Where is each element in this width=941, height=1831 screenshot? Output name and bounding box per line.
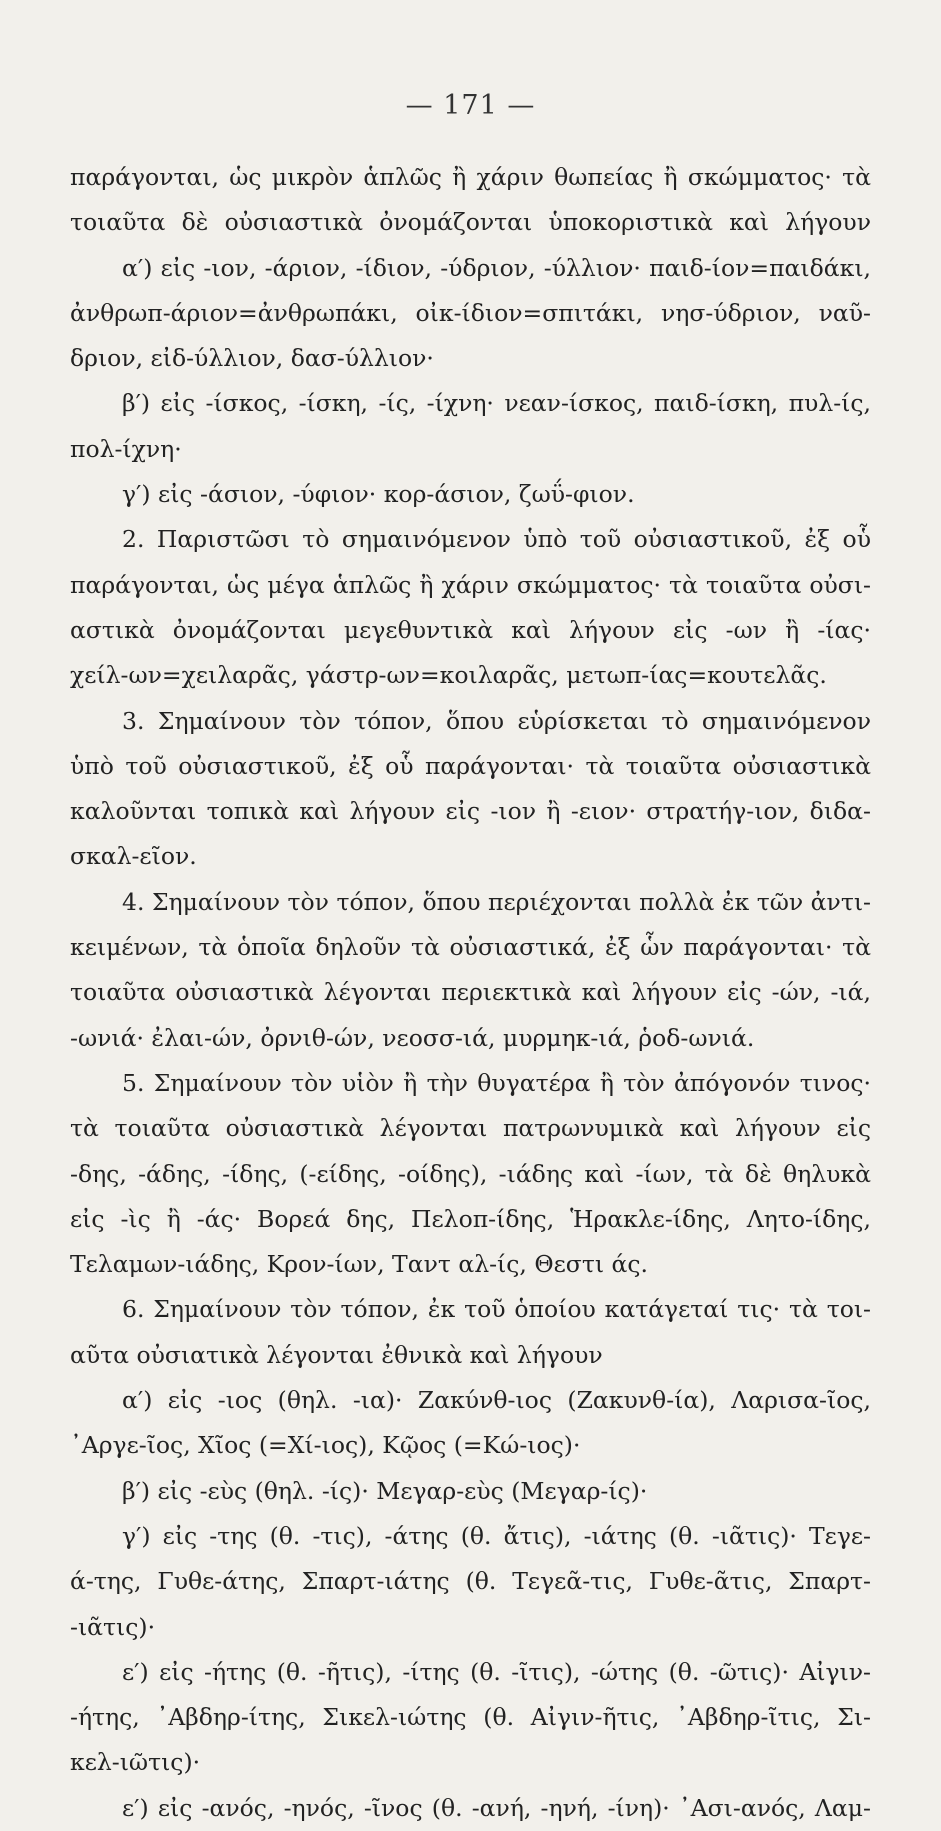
text-line: ε′) εἰς -ήτης (θ. -ῆτις), -ίτης (θ. -ῖτις), -ώτης (θ. -ῶτις)· Αἰγιν- [122,1657,871,1686]
text-line: 6. Σημαίνουν τὸν τόπον, ἐκ τοῦ ὁποίου κατάγεταί τις· τὰ τοι- [122,1295,871,1324]
text-line: γ′) εἰς -της (θ. -τις), -άτης (θ. ἄτις), -ιάτης (θ. -ιᾶτις)· Τεγε- [122,1521,871,1550]
text-line: ά-της, Γυθε-άτης, Σπαρτ-ιάτης (θ. Τεγεᾶ-τις, Γυθε-ᾶτις, Σπαρτ- [70,1567,871,1596]
body-text [70,155,871,1831]
text-line: α′) εἰς -ιον, -άριον, -ίδιον, -ύδριον, -ύλλιον· παιδ-ίον=παιδάκι, [122,253,871,282]
text-line: τοιαῦτα δὲ οὐσιαστικὰ ὀνομάζονται ὑποκοριστικὰ καὶ λήγουν [70,208,871,237]
text-line: τοιαῦτα οὐσιαστικὰ λέγονται περιεκτικὰ καὶ λήγουν εἰς -ών, -ιά, [70,978,871,1007]
text-line: χείλ-ων=χειλαρᾶς, γάστρ-ων=κοιλαρᾶς, μετωπ-ίας=κουτελᾶς. [70,661,827,690]
text-line: σκαλ-εῖον. [70,842,197,871]
text-line: κελ-ιῶτις)· [70,1748,201,1777]
text-line: παράγονται, ὡς μέγα ἁπλῶς ἢ χάριν σκώμματος· τὰ τοιαῦτα οὐσι- [70,570,871,599]
text-line: -ωνιά· ἐλαι-ών, ὀρνιθ-ών, νεοσσ-ιά, μυρμηκ-ιά, ῥοδ-ωνιά. [70,1023,755,1052]
text-line: -ιᾶτις)· [70,1612,156,1641]
text-line: 5. Σημαίνουν τὸν υἱὸν ἢ τὴν θυγατέρα ἢ τὸν ἀπόγονόν τινος· [122,1068,871,1097]
text-line: κειμένων, τὰ ὁποῖα δηλοῦν τὰ οὐσιαστικά, ἐξ ὧν παράγονται· τὰ [70,933,871,962]
text-line: β′) εἰς -εὺς (θηλ. -ίς)· Μεγαρ-εὺς (Μεγαρ-ίς)· [122,1476,648,1505]
text-line: β′) εἰς -ίσκος, -ίσκη, -ίς, -ίχνη· νεαν-ίσκος, παιδ-ίσκη, πυλ-ίς, [122,389,871,418]
text-line: Τελαμων-ιάδης, Κρον-ίων, Ταντ αλ-ίς, Θεστι άς. [70,1250,649,1279]
text-line: αῦτα οὐσιατικὰ λέγονται ἐθνικὰ καὶ λήγουν [70,1340,603,1369]
text-line: τὰ τοιαῦτα οὐσιαστικὰ λέγονται πατρωνυμικὰ καὶ λήγουν εἰς [70,1114,871,1143]
text-line: αστικὰ ὀνομάζονται μεγεθυντικὰ καὶ λήγουν εἰς -ων ἢ -ίας· [70,615,871,644]
text-line: -ήτης, ᾿Αβδηρ-ίτης, Σικελ-ιώτης (θ. Αἰγιν-ῆτις, ᾿Αβδηρ-ῖτις, Σι- [70,1703,871,1732]
text-line: α′) εἰς -ιος (θηλ. -ια)· Ζακύνθ-ιος (Ζακυνθ-ία), Λαρισα-ῖος, [122,1386,871,1415]
page-number: — 171 — [405,90,536,121]
text-line: -δης, -άδης, -ίδης, (-είδης, -οίδης), -ιάδης καὶ -ίων, τὰ δὲ θηλυκὰ [70,1159,871,1188]
text-line: ὑπὸ τοῦ οὐσιαστικοῦ, ἐξ οὗ παράγονται· τὰ τοιαῦτα οὐσιαστικὰ [70,751,871,780]
text-line: εἰς -ὶς ἢ -άς· Βορεά δης, Πελοπ-ίδης, Ἡρακλε-ίδης, Λητο-ίδης, [70,1204,871,1233]
text-line: γ′) εἰς -άσιον, -ύφιον· κορ-άσιον, ζωΰ-φιον. [122,480,635,509]
text-line: καλοῦνται τοπικὰ καὶ λήγουν εἰς -ιον ἢ -ειον· στρατήγ-ιον, διδα- [70,797,871,826]
text-line: 3. Σημαίνουν τὸν τόπον, ὅπου εὑρίσκεται τὸ σημαινόμενον [122,706,871,735]
text-line: 2. Παριστῶσι τὸ σημαινόμενον ὑπὸ τοῦ οὐσιαστικοῦ, ἐξ οὗ [122,525,871,554]
text-line: δριον, εἰδ-ύλλιον, δασ-ύλλιον· [70,344,434,373]
text-line: παράγονται, ὡς μικρὸν ἁπλῶς ἢ χάριν θωπείας ἢ σκώμματος· τὰ [70,163,871,191]
text-line: ᾿Αργε-ῖος, Χῖος (=Χί-ιος), Κῷος (=Κώ-ιος)· [70,1431,581,1460]
text-line: 4. Σημαίνουν τὸν τόπον, ὅπου περιέχονται πολλὰ ἐκ τῶν ἀντι- [122,887,871,916]
text-line: ἀνθρωπ-άριον=ἀνθρωπάκι, οἰκ-ίδιον=σπιτάκι, νησ-ύδριον, ναῦ- [70,298,871,327]
text-line: πολ-ίχνη· [70,434,182,463]
text-line: ε′) εἰς -ανός, -ηνός, -ῖνος (θ. -ανή, -ηνή, -ίνη)· ᾿Ασι-ανός, Λαμ- [122,1793,871,1822]
